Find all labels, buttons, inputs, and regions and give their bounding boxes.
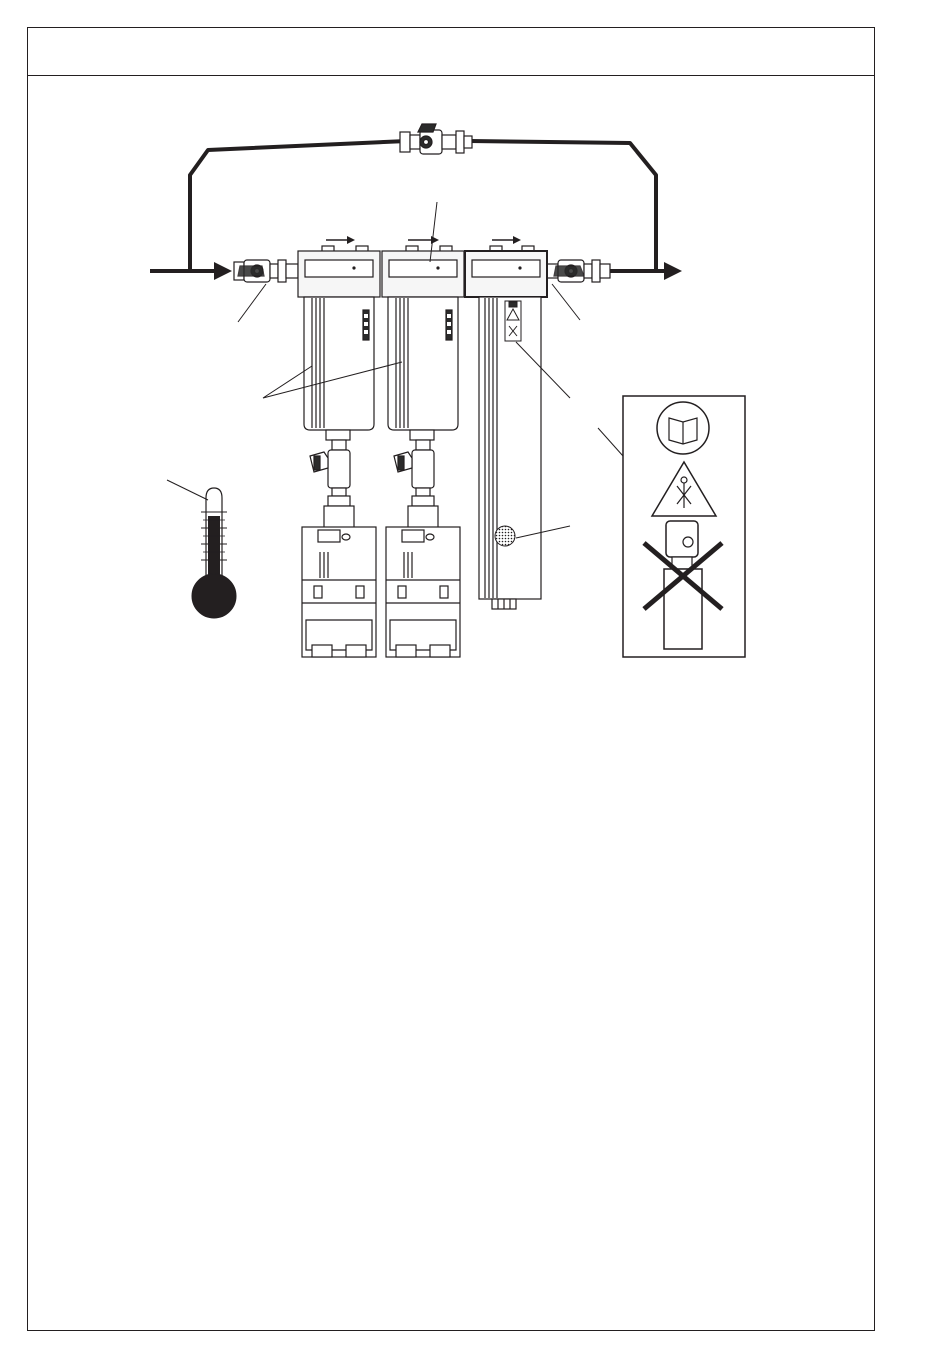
drain-unit-1 bbox=[302, 527, 376, 657]
warning-label bbox=[505, 301, 521, 341]
filter-housing-2 bbox=[382, 236, 464, 430]
leader-thermometer bbox=[167, 480, 208, 500]
filter-housing-1 bbox=[298, 236, 380, 430]
leader-symbols-panel bbox=[598, 428, 623, 456]
leader-inlet-valve bbox=[238, 284, 266, 322]
drain-valve-2[interactable] bbox=[394, 430, 438, 530]
dryer-housing bbox=[465, 236, 547, 609]
outlet-arrow bbox=[610, 262, 682, 280]
drain-valve-1[interactable] bbox=[310, 430, 354, 530]
book-icon bbox=[657, 402, 709, 454]
thermometer bbox=[192, 488, 236, 618]
humidity-indicator bbox=[495, 526, 515, 546]
leader-outlet-valve bbox=[552, 284, 580, 320]
symbols-panel bbox=[623, 396, 745, 657]
bypass-valve[interactable] bbox=[400, 124, 472, 154]
inlet-valve[interactable] bbox=[234, 260, 298, 282]
outlet-valve[interactable] bbox=[546, 260, 610, 282]
drain-unit-2 bbox=[386, 527, 460, 657]
